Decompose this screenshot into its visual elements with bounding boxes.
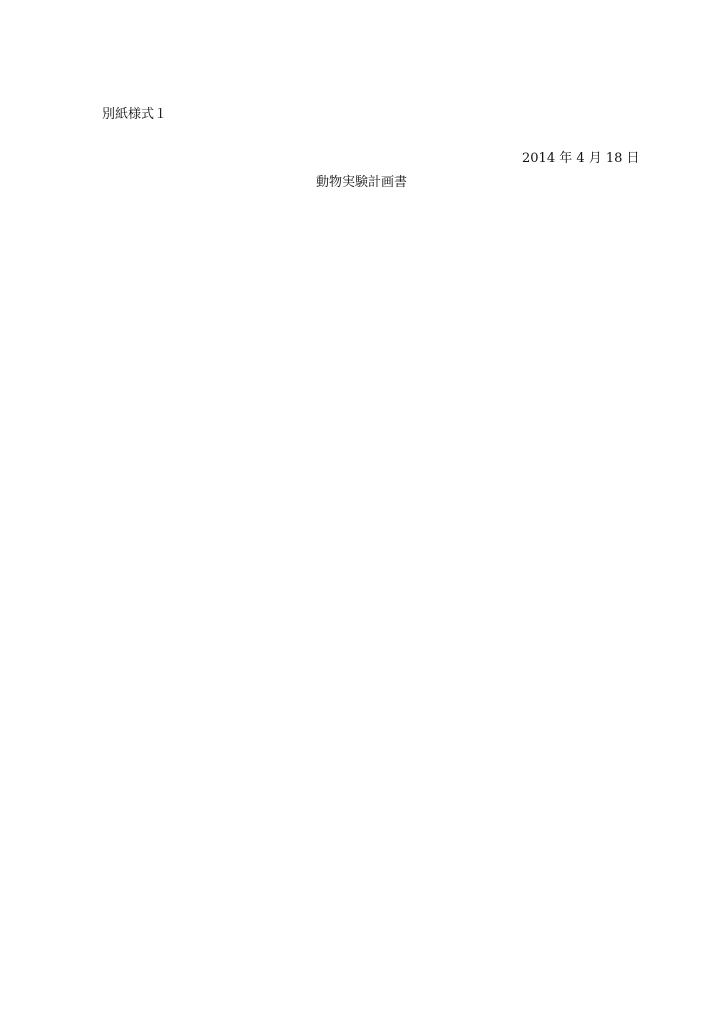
form-number: 別紙様式１ bbox=[102, 107, 168, 122]
document-title: 動物実験計画書 bbox=[316, 175, 408, 190]
submission-date: 2014 年 4 月 18 日 bbox=[522, 151, 640, 166]
